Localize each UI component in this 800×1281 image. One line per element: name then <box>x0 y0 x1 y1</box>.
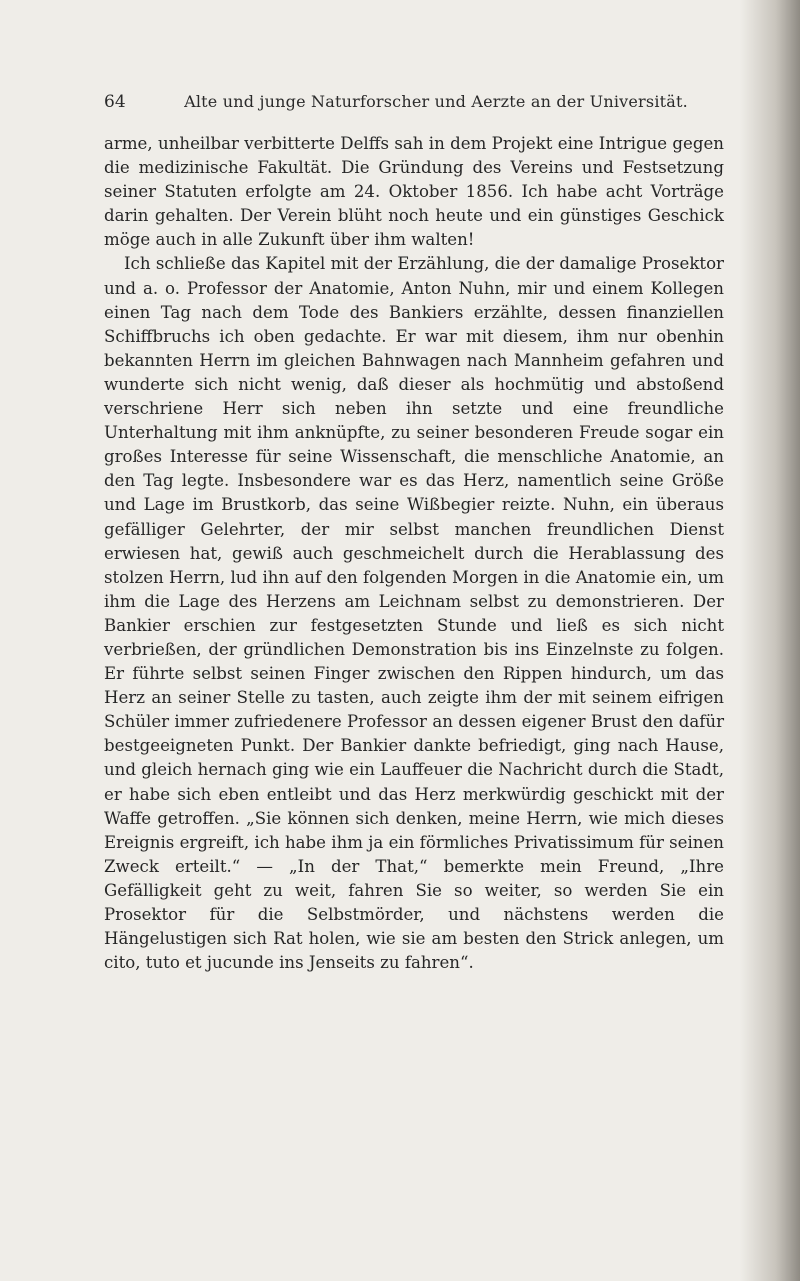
page-edge-shadow <box>740 0 800 1281</box>
paragraph: Ich schließe das Kapitel mit der Erzählung, die der damalige Prosektor und a. o. Professor der Anatomie, Anton Nuhn, mir und einem Kollegen einen Tag nach dem Tode des Bankiers erzählte, dessen finanziellen Schiffbruchs ich oben gedachte. Er war mit diesem, ihm nur obenhin bekannten Herrn im gleichen Bahnwagen nach Mannheim gefahren und wunderte sich nicht wenig, daß dieser als hochmütig und abstoßend verschriene Herr sich neben ihn setzte und eine freundliche Unterhaltung mit ihm anknüpfte, zu seiner besonderen Freude sogar ein großes Interesse für seine Wissenschaft, die menschliche Anatomie, an den Tag legte. Insbesondere war es das Herz, namentlich seine Größe und Lage im Brustkorb, das seine Wißbegier reizte. Nuhn, ein überaus gefälliger Gelehrter, der mir selbst manchen freundlichen Dienst erwiesen hat, gewiß auch geschmeichelt durch die Herablassung des stolzen Herrn, lud ihn auf den folgenden Morgen in die Anatomie ein, um ihm die Lage des Herzens am Leichnam selbst zu demonstrieren. Der Bankier erschien zur festgesetzten Stunde und ließ es sich nicht verbrießen, der gründlichen Demonstration bis ins Einzelnste zu folgen. Er führte selbst seinen Finger zwischen den Rippen hindurch, um das Herz an seiner Stelle zu tasten, auch zeigte ihm der mit seinem eifrigen Schüler immer zufriedenere Professor an dessen eigener Brust den dafür bestgeeigneten Punkt. Der Bankier dankte befriedigt, ging nach Hause, und gleich hernach ging wie ein Lauffeuer die Nachricht durch die Stadt, er habe sich eben entleibt und das Herz merkwürdig geschickt mit der Waffe getroffen. „Sie können sich denken, meine Herrn, wie mich dieses Ereignis ergreift, ich habe ihm ja ein förmliches Privatissimum für seinen Zweck erteilt.“ — „In der That,“ bemerkte mein Freund, „Ihre Gefälligkeit geht zu weit, fahren Sie so weiter, so werden Sie ein Prosektor für die Selbstmörder, und nächstens werden die Hängelustigen sich Rat holen, wie sie am besten den Strick anlegen, um cito, tuto et jucunde ins Jenseits zu fahren“. <box>104 254 724 973</box>
body-text <box>104 132 724 975</box>
running-head: Alte und junge Naturforscher und Aerzte an der Universität. <box>184 92 688 111</box>
paragraph: arme, unheilbar verbitterte Delffs sah in dem Projekt eine Intrigue gegen die medizinische Fakultät. Die Gründung des Vereins und Festsetzung seiner Statuten erfolgte am 24. Oktober 1856. Ich habe acht Vorträge darin gehalten. Der Verein blüht noch heute und ein günstiges Geschick möge auch in alle Zukunft über ihm walten! <box>104 134 724 250</box>
page-number: 64 <box>104 92 126 112</box>
page-header <box>104 86 724 116</box>
